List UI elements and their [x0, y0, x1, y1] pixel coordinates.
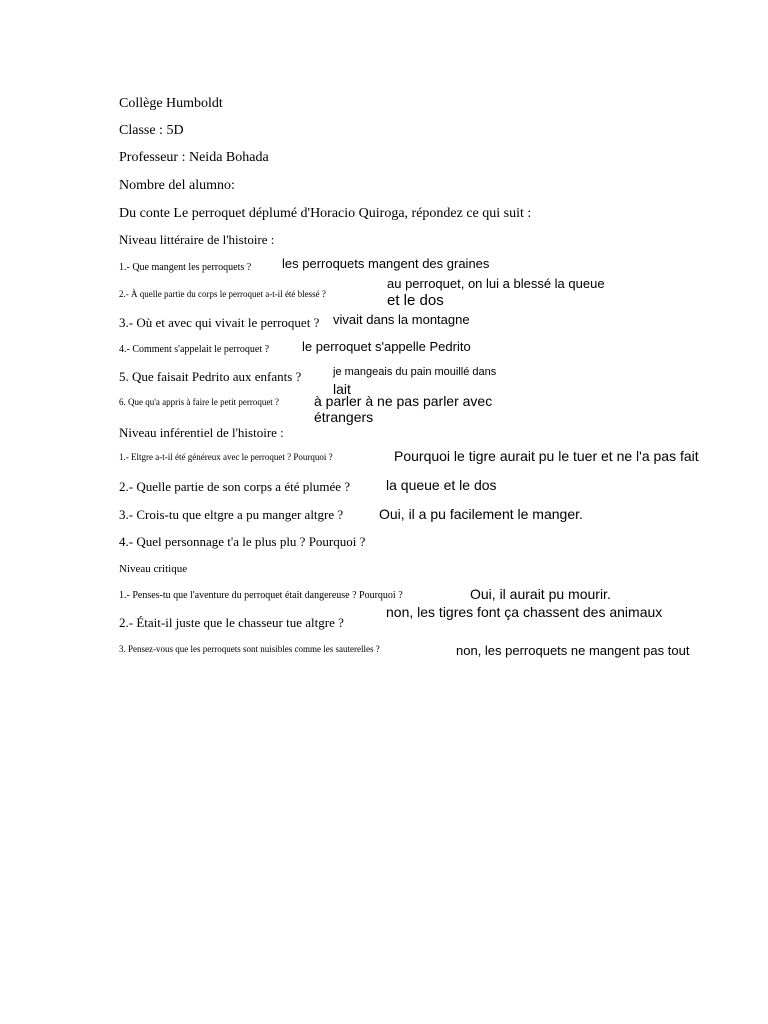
question-literal-5: 5. Que faisait Pedrito aux enfants ? — [119, 369, 302, 384]
question-inferential-2: 2.- Quelle partie de son corps a été plumée ? — [119, 479, 351, 494]
question-inferential-4: 4.- Quel personnage t'a le plus plu ? Pourquoi ? — [119, 534, 366, 549]
question-literal-6: 6. Que qu'a appris à faire le petit perroquet ? — [119, 397, 280, 407]
section-title-critical: Niveau critique — [119, 563, 188, 575]
answer-literal-6-line1: à parler à ne pas parler avec — [314, 393, 493, 409]
question-critical-1: 1.- Penses-tu que l'aventure du perroquet était dangereuse ? Pourquoi ? — [119, 590, 403, 601]
answer-inferential-3: Oui, il a pu facilement le manger. — [379, 506, 583, 522]
answer-inferential-1: Pourquoi le tigre aurait pu le tuer et ne l'a pas fait — [394, 448, 699, 464]
question-literal-2: 2.- À quelle partie du corps le perroquet a-t-il été blessé ? — [119, 289, 326, 299]
student-name-line: Nombre del alumno: — [119, 178, 235, 193]
answer-literal-2-line1: au perroquet, on lui a blessé la queue — [387, 276, 605, 291]
instruction-line: Du conte Le perroquet déplumé d'Horacio Quiroga, répondez ce qui suit : — [119, 206, 532, 221]
answer-literal-1: les perroquets mangent des graines — [282, 256, 490, 271]
question-literal-3: 3.- Où et avec qui vivait le perroquet ? — [119, 315, 320, 330]
section-title-literal: Niveau littéraire de l'histoire : — [119, 232, 275, 247]
answer-critical-1: Oui, il aurait pu mourir. — [470, 586, 611, 602]
question-inferential-1: 1.- Eltgre a-t-il été généreux avec le perroquet ? Pourquoi ? — [119, 452, 333, 462]
teacher-line: Professeur : Neida Bohada — [119, 150, 269, 165]
answer-literal-4: le perroquet s'appelle Pedrito — [302, 339, 471, 354]
section-title-inferential: Niveau inférentiel de l'histoire : — [119, 425, 284, 440]
school-name: Collège Humboldt — [119, 96, 223, 111]
class-line: Classe : 5D — [119, 123, 184, 138]
question-literal-1: 1.- Que mangent les perroquets ? — [119, 262, 252, 273]
answer-literal-5-line2: lait — [333, 381, 351, 397]
question-critical-3: 3. Pensez-vous que les perroquets sont nuisibles comme les sauterelles ? — [119, 644, 380, 654]
answer-inferential-2: la queue et le dos — [386, 477, 497, 493]
answer-literal-5-line1: je mangeais du pain mouillé dans — [333, 366, 497, 378]
answer-literal-3: vivait dans la montagne — [333, 312, 470, 327]
answer-literal-6-line2: étrangers — [314, 409, 374, 425]
question-inferential-3: 3.- Crois-tu que eltgre a pu manger altgre ? — [119, 507, 344, 522]
answer-critical-3: non, les perroquets ne mangent pas tout — [456, 643, 690, 658]
answer-critical-2: non, les tigres font ça chassent des animaux — [386, 604, 663, 620]
question-literal-4: 4.- Comment s'appelait le perroquet ? — [119, 344, 270, 355]
question-critical-2: 2.- Était-il juste que le chasseur tue altgre ? — [119, 615, 344, 630]
answer-literal-2-line2: et le dos — [387, 292, 444, 309]
